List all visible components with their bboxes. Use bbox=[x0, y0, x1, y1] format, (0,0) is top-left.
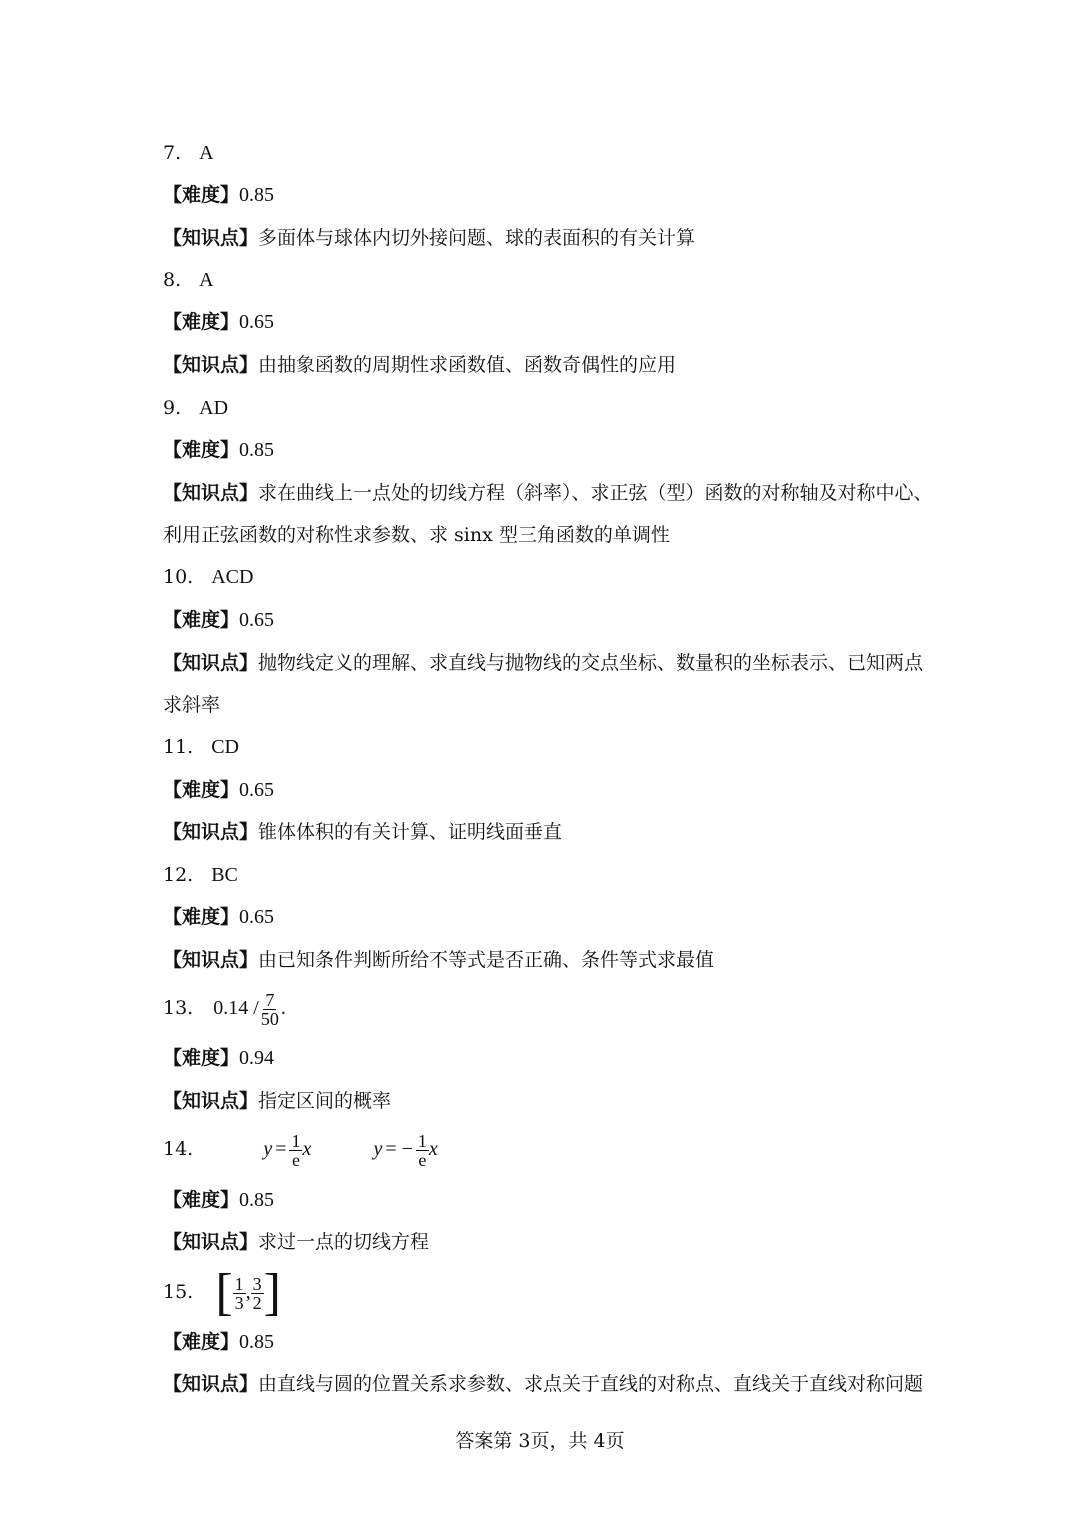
knowledge-text: 由直线与圆的位置关系求参数、求点关于直线的对称点、直线关于直线对称问题 bbox=[258, 1373, 924, 1395]
answer-value: AD bbox=[199, 397, 229, 419]
difficulty-line bbox=[163, 608, 274, 632]
equation-variable: x bbox=[428, 1138, 438, 1160]
equation-variable: y bbox=[263, 1138, 273, 1160]
fraction-denominator: 2 bbox=[252, 1292, 262, 1313]
difficulty-line bbox=[163, 310, 274, 334]
difficulty-label: 【难度】 bbox=[163, 439, 240, 461]
difficulty-line bbox=[163, 905, 274, 929]
knowledge-text: 锥体体积的有关计算、证明线面垂直 bbox=[258, 821, 563, 843]
knowledge-label: 【知识点】 bbox=[163, 227, 259, 249]
equation-variable: y bbox=[373, 1138, 383, 1160]
equation-operator: = bbox=[275, 1138, 287, 1160]
knowledge-line bbox=[163, 353, 676, 377]
answer-line bbox=[163, 268, 214, 292]
fraction-numerator: 1 bbox=[291, 1130, 301, 1151]
interval-upper-fraction bbox=[251, 1275, 264, 1312]
difficulty-label: 【难度】 bbox=[163, 609, 240, 631]
knowledge-text: 指定区间的概率 bbox=[258, 1090, 392, 1112]
difficulty-label: 【难度】 bbox=[163, 1331, 240, 1353]
difficulty-value: 0.85 bbox=[239, 184, 275, 206]
answer-value: 0.14 / bbox=[213, 997, 259, 1019]
knowledge-text: 求在曲线上一点处的切线方程（斜率）、求正弦（型）函数的对称轴及对称中心、 bbox=[258, 482, 933, 504]
fraction-denominator: e bbox=[418, 1149, 427, 1170]
difficulty-line bbox=[163, 1188, 274, 1212]
knowledge-label: 【知识点】 bbox=[163, 1090, 259, 1112]
answer-line bbox=[163, 141, 214, 165]
difficulty-value: 0.85 bbox=[239, 439, 275, 461]
knowledge-label: 【知识点】 bbox=[163, 354, 259, 376]
answer-value: A bbox=[199, 142, 214, 164]
knowledge-label: 【知识点】 bbox=[163, 949, 259, 971]
page-footer: 答案第 3页，共 4页 bbox=[455, 1430, 625, 1452]
answer-line bbox=[163, 735, 239, 759]
fraction-denominator: 50 bbox=[260, 1008, 279, 1029]
difficulty-label: 【难度】 bbox=[163, 184, 240, 206]
knowledge-text: 利用正弦函数的对称性求参数、求 sinx 型三角函数的单调性 bbox=[163, 524, 670, 546]
answer-line bbox=[163, 1129, 438, 1169]
fraction-numerator: 7 bbox=[265, 989, 275, 1010]
question-number: 15. bbox=[163, 1281, 194, 1303]
fraction-numerator: 1 bbox=[234, 1273, 244, 1294]
knowledge-label: 【知识点】 bbox=[163, 1373, 259, 1395]
knowledge-line bbox=[163, 651, 923, 675]
knowledge-line bbox=[163, 1230, 429, 1254]
knowledge-text: 抛物线定义的理解、求直线与抛物线的交点坐标、数量积的坐标表示、已知两点 bbox=[258, 652, 924, 674]
answer-line bbox=[163, 396, 228, 420]
difficulty-value: 0.65 bbox=[239, 906, 275, 928]
difficulty-label: 【难度】 bbox=[163, 311, 240, 333]
knowledge-label: 【知识点】 bbox=[163, 482, 259, 504]
interval-lower-fraction bbox=[233, 1275, 246, 1312]
difficulty-value: 0.94 bbox=[239, 1047, 275, 1069]
answer-line bbox=[163, 863, 238, 887]
difficulty-label: 【难度】 bbox=[163, 1189, 240, 1211]
question-number: 10. bbox=[163, 566, 194, 588]
knowledge-text: 多面体与球体内切外接问题、球的表面积的有关计算 bbox=[258, 227, 696, 249]
question-number: 9. bbox=[163, 397, 182, 419]
difficulty-line bbox=[163, 1046, 274, 1070]
knowledge-text: 求过一点的切线方程 bbox=[258, 1231, 430, 1253]
knowledge-text: 由已知条件判断所给不等式是否正确、条件等式求最值 bbox=[258, 949, 715, 971]
difficulty-label: 【难度】 bbox=[163, 779, 240, 801]
knowledge-line bbox=[163, 1372, 923, 1396]
equation-operator: = − bbox=[385, 1138, 413, 1160]
knowledge-line bbox=[163, 820, 562, 844]
difficulty-value: 0.65 bbox=[239, 311, 275, 333]
knowledge-line bbox=[163, 1089, 391, 1113]
answer-line bbox=[163, 1264, 281, 1320]
answer-value: CD bbox=[211, 736, 240, 758]
difficulty-value: 0.85 bbox=[239, 1331, 275, 1353]
question-number: 14. bbox=[163, 1138, 194, 1160]
difficulty-line bbox=[163, 183, 274, 207]
interval-separator: , bbox=[245, 1281, 251, 1303]
question-number: 12. bbox=[163, 864, 194, 886]
fraction-denominator: 3 bbox=[234, 1292, 244, 1313]
knowledge-continuation bbox=[163, 523, 670, 547]
answer-value: BC bbox=[211, 864, 238, 886]
knowledge-continuation bbox=[163, 693, 220, 717]
difficulty-value: 0.85 bbox=[239, 1189, 275, 1211]
knowledge-line bbox=[163, 481, 933, 505]
knowledge-text: 由抽象函数的周期性求函数值、函数奇偶性的应用 bbox=[258, 354, 677, 376]
answer-line bbox=[163, 988, 286, 1028]
knowledge-line bbox=[163, 948, 714, 972]
difficulty-label: 【难度】 bbox=[163, 1047, 240, 1069]
difficulty-line bbox=[163, 438, 274, 462]
equation-variable: x bbox=[302, 1138, 312, 1160]
equation-fraction bbox=[416, 1132, 429, 1169]
knowledge-label: 【知识点】 bbox=[163, 821, 259, 843]
difficulty-label: 【难度】 bbox=[163, 906, 240, 928]
difficulty-line bbox=[163, 1330, 274, 1354]
fraction-numerator: 1 bbox=[417, 1130, 427, 1151]
knowledge-label: 【知识点】 bbox=[163, 1231, 259, 1253]
equation-fraction bbox=[289, 1132, 302, 1169]
question-number: 13. bbox=[163, 997, 194, 1019]
knowledge-label: 【知识点】 bbox=[163, 652, 259, 674]
fraction-numerator: 3 bbox=[252, 1273, 262, 1294]
knowledge-text: 求斜率 bbox=[163, 694, 221, 716]
knowledge-line bbox=[163, 226, 695, 250]
fraction-denominator: e bbox=[291, 1149, 300, 1170]
interval-close-bracket: ] bbox=[263, 1264, 281, 1321]
difficulty-value: 0.65 bbox=[239, 609, 275, 631]
answer-value: ACD bbox=[211, 566, 254, 588]
answer-fraction bbox=[259, 991, 281, 1028]
answer-line bbox=[163, 565, 253, 589]
interval-open-bracket: [ bbox=[215, 1264, 233, 1321]
question-number: 7. bbox=[163, 142, 182, 164]
question-number: 8. bbox=[163, 269, 182, 291]
question-number: 11. bbox=[163, 736, 194, 758]
answer-value: A bbox=[199, 269, 214, 291]
answer-suffix: . bbox=[280, 997, 286, 1019]
difficulty-value: 0.65 bbox=[239, 779, 275, 801]
difficulty-line bbox=[163, 778, 274, 802]
